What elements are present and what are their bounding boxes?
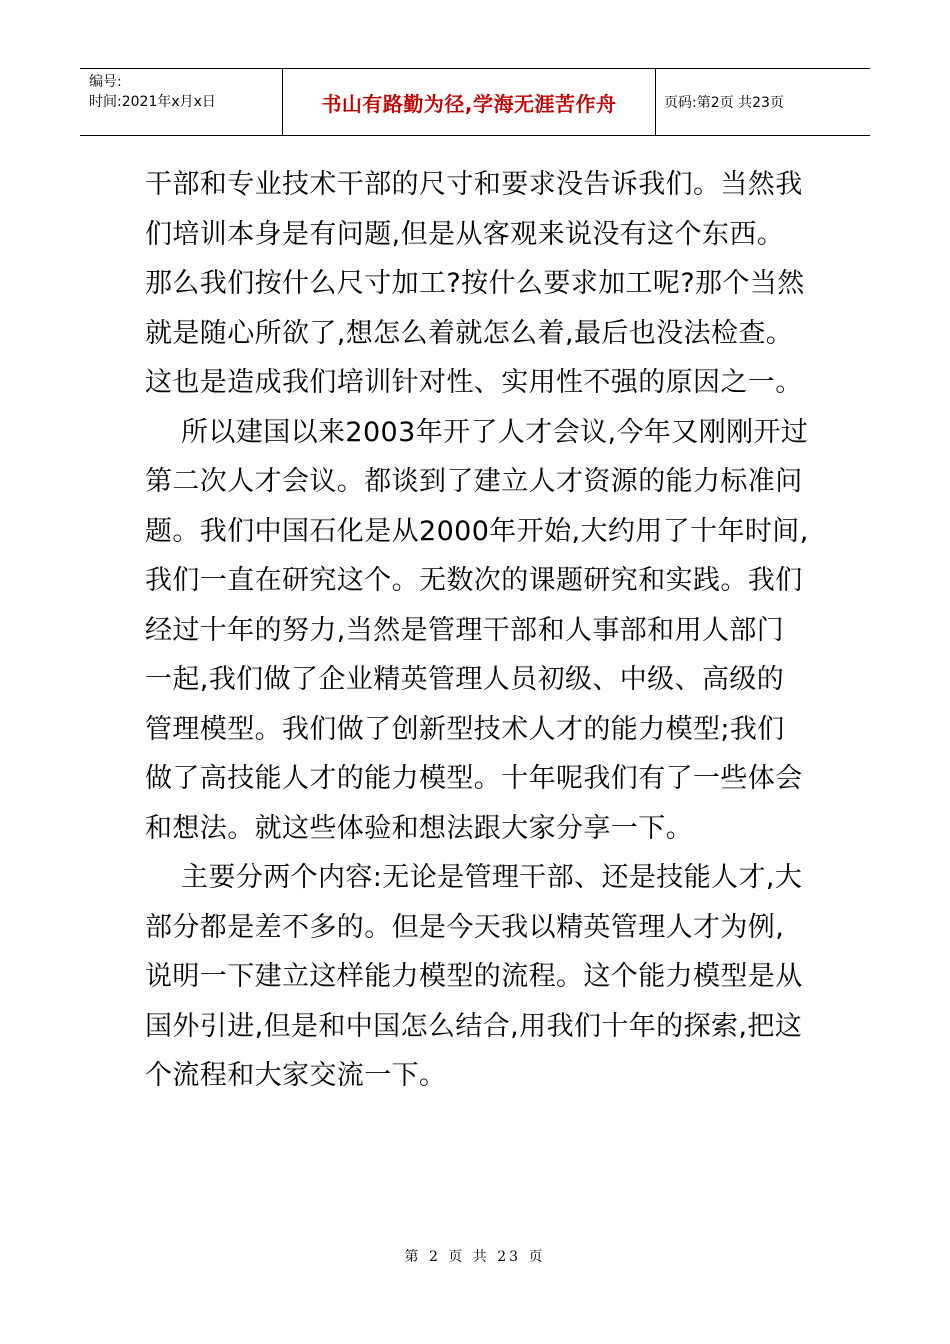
header-meta-cell [80, 69, 283, 135]
document-body [145, 160, 810, 1101]
page-header [80, 68, 870, 136]
document-date-label: 时间:2021年x月x日 [89, 94, 216, 110]
paragraph-3: 主要分两个内容:无论是管理干部、还是技能人才,大部分都是差不多的。但是今天我以精英管理人才为例,说明一下建立这样能力模型的流程。这个能力模型是从国外引进,但是和中国怎么结合,用我们十年的探索,把这个流程和大家交流一下。 [145, 862, 803, 1091]
paragraph-2: 所以建国以来2003年开了人才会议,今年又刚刚开过第二次人才会议。都谈到了建立人才资源的能力标准问题。我们中国石化是从2000年开始,大约用了十年时间,我们一直在研究这个。无数次的课题研究和实践。我们经过十年的努力,当然是管理干部和人事部和用人部门一起,我们做了企业精英管理人员初级、中级、高级的管理模型。我们做了创新型技术人才的能力模型;我们做了高技能人才的能力模型。十年呢我们有了一些体会和想法。就这些体验和想法跟大家分享一下。 [145, 416, 809, 844]
page-footer: 第 2 页 共 23 页 [404, 1249, 546, 1265]
document-number-label: 编号: [89, 74, 122, 90]
header-motto: 书山有路勤为径,学海无涯苦作舟 [283, 69, 656, 135]
paragraph-1: 干部和专业技术干部的尺寸和要求没告诉我们。当然我们培训本身是有问题,但是从客观来说没有这个东西。那么我们按什么尺寸加工?按什么要求加工呢?那个当然就是随心所欲了,想怎么着就怎么着,最后也没法检查。这也是造成我们培训针对性、实用性不强的原因之一。 [145, 169, 805, 398]
header-page-info: 页码:第2页 共23页 [664, 95, 784, 111]
